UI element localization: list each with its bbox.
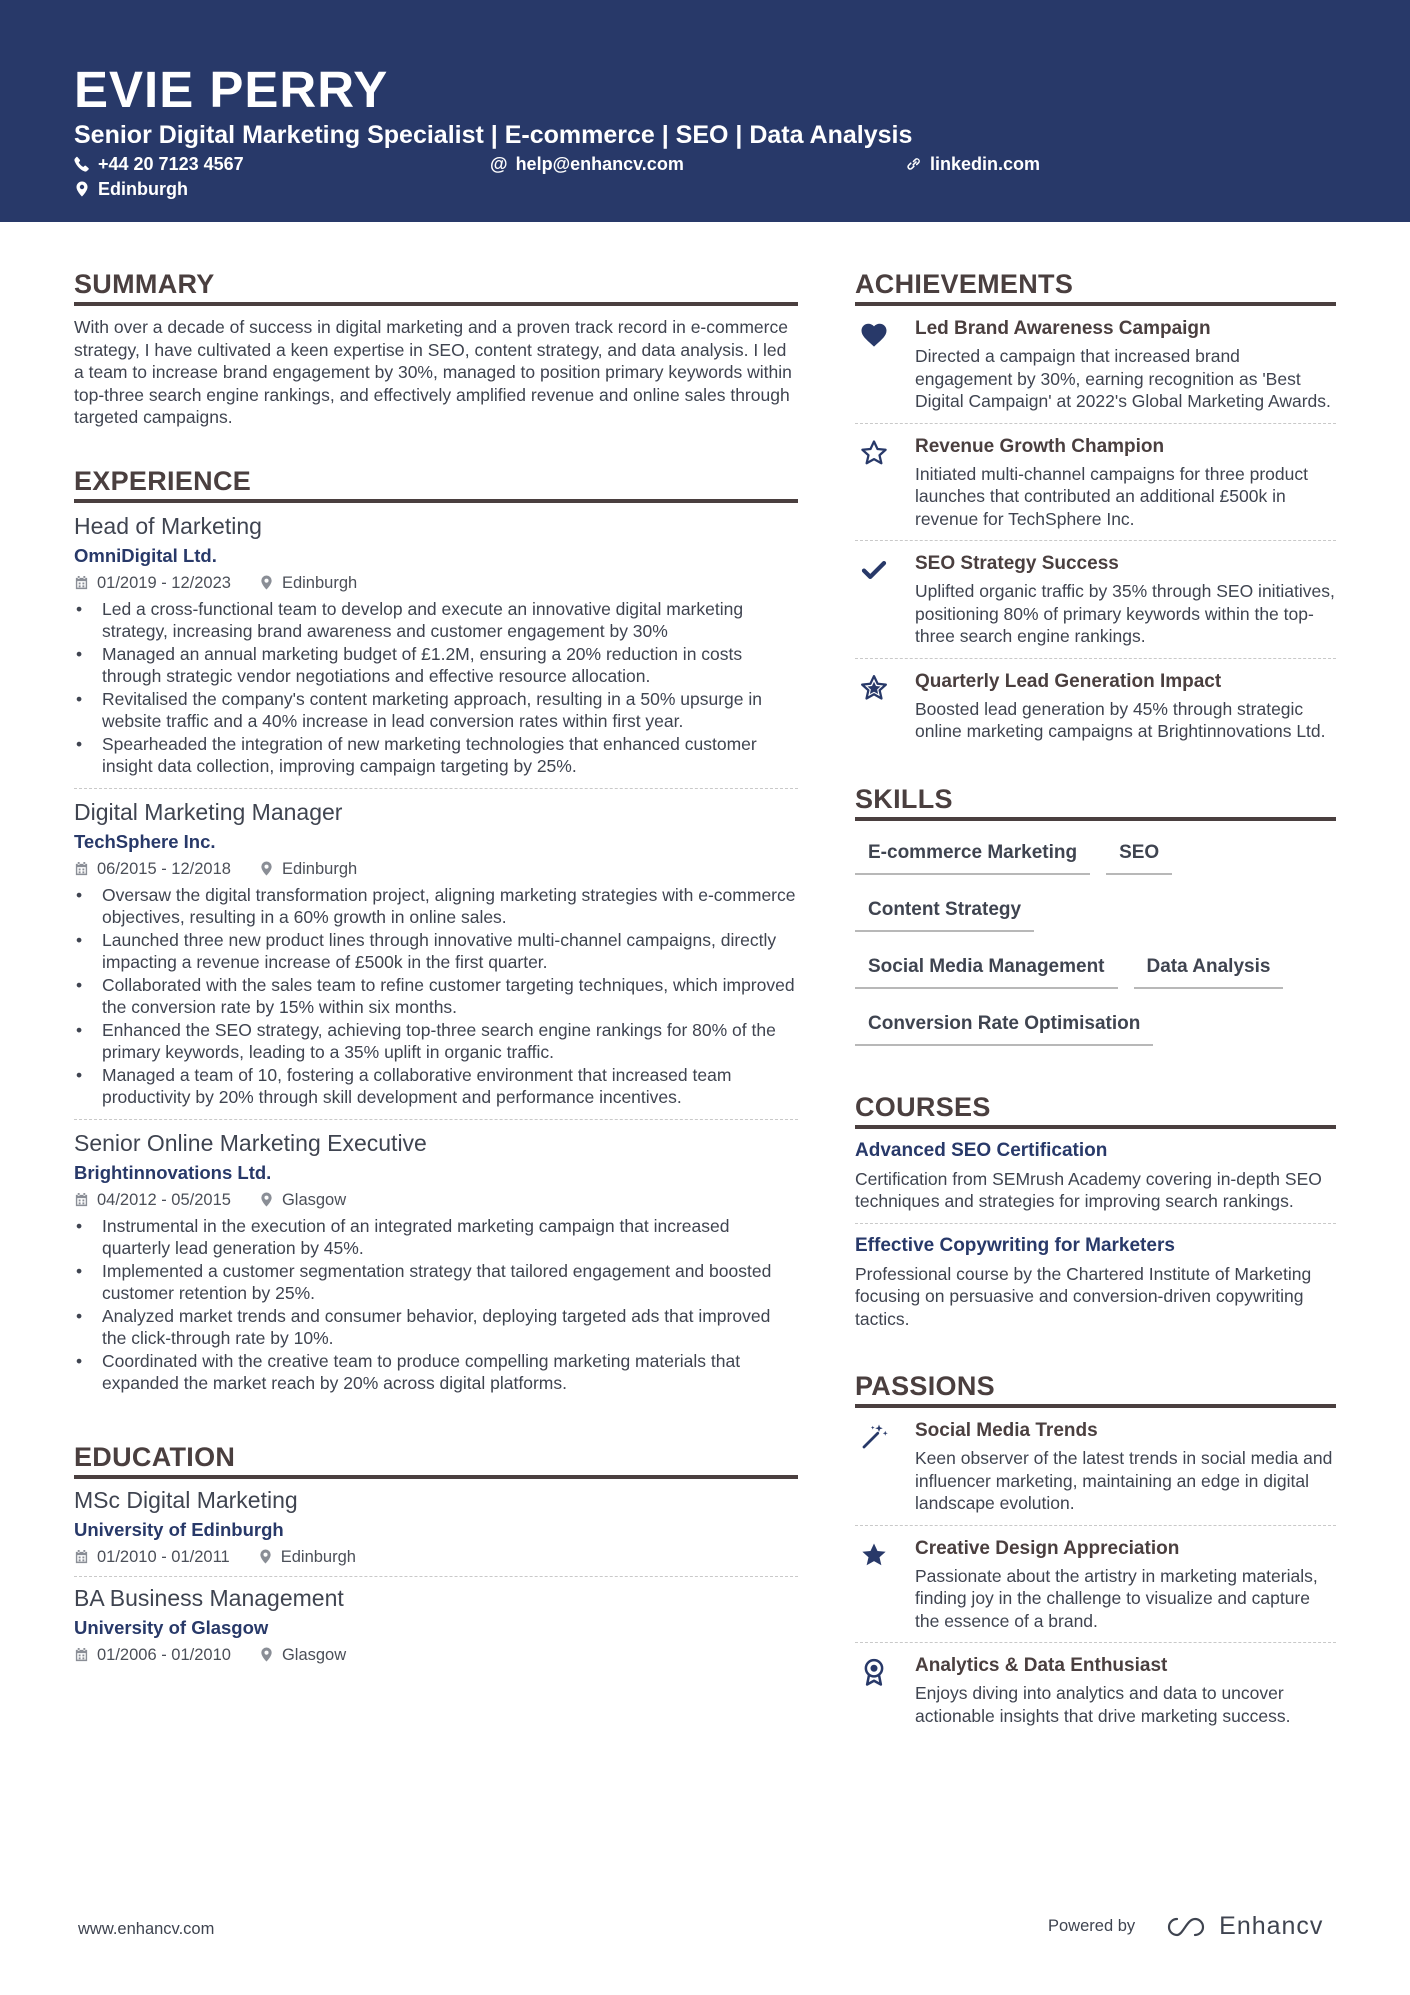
heart-icon xyxy=(859,320,889,350)
left-column xyxy=(74,268,798,1674)
powered-by-text: Powered by xyxy=(1048,1917,1136,1935)
courses-heading: COURSES xyxy=(855,1091,1336,1129)
at-icon: @ xyxy=(490,154,508,174)
education-location xyxy=(259,1644,346,1666)
job-location-text: Glasgow xyxy=(281,1190,347,1209)
job-role: Digital Marketing Manager xyxy=(74,798,343,825)
passion-desc: Enjoys diving into analytics and data to uncover actionable insights that drive marketing success. xyxy=(915,1683,1291,1726)
experience-heading: EXPERIENCE xyxy=(74,465,798,503)
education-degree: BA Business Management xyxy=(74,1584,344,1611)
job-dates: 06/2015 - 12/2018 xyxy=(97,859,231,878)
resume-header xyxy=(0,0,1410,222)
job-entry xyxy=(74,1119,798,1405)
achievement-title: Led Brand Awareness Campaign xyxy=(915,318,1211,339)
achievement-item xyxy=(855,423,1336,541)
passions-section xyxy=(855,1370,1336,1737)
calendar-icon xyxy=(74,1549,89,1564)
achievement-icon-wrap xyxy=(859,669,895,743)
education-meta xyxy=(74,1546,798,1568)
passion-body xyxy=(915,1653,1336,1727)
job-meta xyxy=(74,858,798,880)
job-bullet: • Enhanced the SEO strategy, achieving top-three search engine rankings for 80% of the primary keywords, leading to a 35% uplift in organic traffic. xyxy=(74,1019,798,1064)
skill-tag: Conversion Rate Optimisation xyxy=(855,1004,1153,1046)
summary-heading: SUMMARY xyxy=(74,268,798,306)
course-title: Advanced SEO Certification xyxy=(855,1139,1108,1161)
achievement-item xyxy=(855,540,1336,658)
achievement-desc: Directed a campaign that increased brand engagement by 30%, earning recognition as 'Best Digital Campaign' at 2022's Global Marketing Awards. xyxy=(915,346,1331,411)
achievement-body xyxy=(915,316,1336,413)
job-company: OmniDigital Ltd. xyxy=(74,544,217,566)
brand-name: Enhancv xyxy=(1219,1912,1324,1940)
job-bullet: • Managed an annual marketing budget of £1.2M, ensuring a 20% reduction in costs through strategic vendor negotiations and effective resource allocation. xyxy=(74,643,798,688)
job-bullets xyxy=(74,598,798,778)
skills-section xyxy=(855,783,1336,1061)
job-role: Head of Marketing xyxy=(74,512,262,539)
skill-tag: Social Media Management xyxy=(855,947,1118,989)
education-meta xyxy=(74,1644,798,1666)
check-icon xyxy=(859,555,889,585)
right-column xyxy=(855,268,1336,1737)
course-item xyxy=(855,1223,1336,1341)
contact-phone[interactable] xyxy=(74,153,244,175)
job-bullets xyxy=(74,1215,798,1395)
email-text: help@enhancv.com xyxy=(515,154,684,174)
brand-logo[interactable] xyxy=(1163,1912,1323,1941)
achievement-icon-wrap xyxy=(859,434,895,531)
job-location-text: Edinburgh xyxy=(281,573,358,592)
map-pin-icon xyxy=(259,575,274,590)
star-outline-icon xyxy=(859,438,889,468)
passion-icon-wrap xyxy=(859,1653,895,1727)
job-location xyxy=(259,1189,346,1211)
achievement-desc: Boosted lead generation by 45% through strategic online marketing campaigns at Brightinnovations Ltd. xyxy=(915,698,1326,741)
passion-title: Social Media Trends xyxy=(915,1420,1098,1441)
job-dates: 04/2012 - 05/2015 xyxy=(97,1190,231,1209)
job-bullet: • Collaborated with the sales team to refine customer targeting techniques, which improved the conversion rate by 15% within six months. xyxy=(74,974,798,1019)
achievement-body xyxy=(915,669,1336,743)
phone-icon xyxy=(74,156,90,172)
course-title: Effective Copywriting for Marketers xyxy=(855,1234,1175,1256)
achievements-section xyxy=(855,268,1336,753)
job-company: TechSphere Inc. xyxy=(74,830,216,852)
skills-list xyxy=(855,833,1336,1061)
candidate-name: EVIE PERRY xyxy=(74,61,389,118)
passion-icon-wrap xyxy=(859,1536,895,1633)
education-location xyxy=(258,1546,356,1568)
job-entry xyxy=(74,788,798,1119)
passion-item xyxy=(855,1525,1336,1643)
job-location xyxy=(259,858,357,880)
location-text: Edinburgh xyxy=(98,179,188,199)
calendar-icon xyxy=(74,1192,89,1207)
achievement-desc: Initiated multi-channel campaigns for three product launches that contributed an additional £500k in revenue for TechSphere Inc. xyxy=(915,463,1308,529)
achievement-desc: Uplifted organic traffic by 35% through SEO initiatives, positioning 80% of primary keywords within the top-three search engine rankings. xyxy=(915,581,1335,646)
achievement-icon-wrap xyxy=(859,316,895,413)
star-badge-icon xyxy=(859,673,889,703)
course-desc: Certification from SEMrush Academy covering in-depth SEO techniques and strategies for improving search rankings. xyxy=(855,1168,1322,1211)
map-pin-icon xyxy=(259,1647,274,1662)
link-icon xyxy=(906,156,922,172)
calendar-icon xyxy=(74,861,89,876)
job-meta xyxy=(74,1189,798,1211)
linkedin-text: linkedin.com xyxy=(930,154,1041,174)
passion-item xyxy=(855,1408,1336,1525)
education-entry xyxy=(74,1479,798,1576)
award-icon xyxy=(859,1657,889,1687)
job-bullet: • Oversaw the digital transformation project, aligning marketing strategies with e-commerce objectives, resulting in a 60% growth in online sales. xyxy=(74,884,798,929)
map-pin-icon xyxy=(259,861,274,876)
job-role: Senior Online Marketing Executive xyxy=(74,1129,427,1156)
magic-wand-icon xyxy=(859,1422,889,1452)
phone-text: +44 20 7123 4567 xyxy=(98,154,244,174)
job-location xyxy=(259,572,357,594)
achievement-body xyxy=(915,551,1336,648)
job-bullet: • Implemented a customer segmentation strategy that tailored engagement and boosted customer retention by 25%. xyxy=(74,1260,798,1305)
achievement-icon-wrap xyxy=(859,551,895,648)
passion-desc: Keen observer of the latest trends in social media and influencer marketing, maintaining an edge in digital landscape evolution. xyxy=(915,1448,1333,1513)
skills-heading: SKILLS xyxy=(855,783,1336,821)
calendar-icon xyxy=(74,575,89,590)
passion-title: Creative Design Appreciation xyxy=(915,1537,1180,1559)
contact-email[interactable] xyxy=(490,153,684,175)
job-bullet: • Launched three new product lines through innovative multi-channel campaigns, directly impacting a revenue increase of £500k in the first quarter. xyxy=(74,929,798,974)
passion-icon-wrap xyxy=(859,1418,895,1515)
job-bullet: • Managed a team of 10, fostering a collaborative environment that increased team productivity by 20% through skill development and performance incentives. xyxy=(74,1064,798,1109)
contact-location xyxy=(74,178,188,200)
job-bullet: • Spearheaded the integration of new marketing technologies that enhanced customer insight data collection, improving campaign targeting by 25%. xyxy=(74,733,798,778)
achievement-title: Revenue Growth Champion xyxy=(915,435,1165,457)
passion-title: Analytics & Data Enthusiast xyxy=(915,1655,1168,1676)
education-school: University of Edinburgh xyxy=(74,1518,284,1540)
achievements-heading: ACHIEVEMENTS xyxy=(855,268,1336,306)
education-school: University of Glasgow xyxy=(74,1616,269,1638)
course-desc: Professional course by the Chartered Institute of Marketing focusing on persuasive and conversion-driven copywriting tactics. xyxy=(855,1263,1312,1329)
education-degree: MSc Digital Marketing xyxy=(74,1486,298,1513)
job-entry xyxy=(74,503,798,788)
map-pin-icon xyxy=(259,1192,274,1207)
passions-heading: PASSIONS xyxy=(855,1370,1336,1408)
job-company: Brightinnovations Ltd. xyxy=(74,1161,272,1183)
courses-section xyxy=(855,1091,1336,1341)
experience-section xyxy=(74,465,798,1405)
skill-tag: SEO xyxy=(1106,833,1172,875)
job-bullets xyxy=(74,884,798,1109)
summary-text: With over a decade of success in digital marketing and a proven track record in e-commerce strategy, I have cultivated a keen expertise in SEO, content strategy, and data analysis. I led a team to increase brand engagement by 30%, managed to position primary keywords within top-three search engine rankings, and effectively amplified revenue and online sales through targeted campaigns. xyxy=(74,317,792,427)
job-bullet: • Analyzed market trends and consumer behavior, deploying targeted ads that improved the click-through rate by 10%. xyxy=(74,1305,798,1350)
education-dates: 01/2010 - 01/2011 xyxy=(97,1547,230,1566)
calendar-icon xyxy=(74,1647,89,1662)
job-bullet: • Revitalised the company's content marketing approach, resulting in a 50% upsurge in website traffic and a 40% increase in lead conversion rates within first year. xyxy=(74,688,798,733)
footer-website[interactable]: www.enhancv.com xyxy=(78,1920,215,1938)
achievement-item xyxy=(855,658,1336,753)
achievement-title: Quarterly Lead Generation Impact xyxy=(915,670,1222,692)
job-bullet: • Coordinated with the creative team to produce compelling marketing materials that expanded the market reach by 20% across digital platforms. xyxy=(74,1350,798,1395)
education-dates: 01/2006 - 01/2010 xyxy=(97,1645,231,1664)
job-dates: 01/2019 - 12/2023 xyxy=(97,573,231,592)
passion-desc: Passionate about the artistry in marketing materials, finding joy in the challenge to visualize and capture the essence of a brand. xyxy=(915,1565,1318,1631)
passion-body xyxy=(915,1536,1336,1633)
job-location-text: Edinburgh xyxy=(281,859,358,878)
map-pin-icon xyxy=(258,1549,273,1564)
achievement-title: SEO Strategy Success xyxy=(915,553,1119,574)
education-location-text: Glasgow xyxy=(281,1645,347,1664)
achievement-item xyxy=(855,306,1336,423)
education-heading: EDUCATION xyxy=(74,1441,798,1479)
footer-branding xyxy=(1048,1912,1323,1941)
contact-linkedin[interactable] xyxy=(906,153,1040,175)
achievement-body xyxy=(915,434,1336,531)
education-entry xyxy=(74,1576,798,1674)
candidate-title: Senior Digital Marketing Specialist | E-commerce | SEO | Data Analysis xyxy=(74,121,913,149)
map-pin-icon xyxy=(74,181,90,197)
education-location-text: Edinburgh xyxy=(280,1547,356,1566)
job-bullet: • Led a cross-functional team to develop and execute an innovative digital marketing strategy, increasing brand awareness and customer engagement by 30% xyxy=(74,598,798,643)
star-icon xyxy=(859,1540,889,1570)
passion-body xyxy=(915,1418,1336,1515)
education-section xyxy=(74,1441,798,1674)
job-meta xyxy=(74,572,798,594)
skill-tag: Content Strategy xyxy=(855,890,1034,932)
course-item xyxy=(855,1129,1336,1223)
skill-tag: E-commerce Marketing xyxy=(855,833,1090,875)
enhancv-logo-icon xyxy=(1163,1915,1211,1939)
summary-section xyxy=(74,268,798,429)
job-bullet: • Instrumental in the execution of an integrated marketing campaign that increased quarterly lead generation by 45%. xyxy=(74,1215,798,1260)
passion-item xyxy=(855,1642,1336,1737)
skill-tag: Data Analysis xyxy=(1134,947,1284,989)
